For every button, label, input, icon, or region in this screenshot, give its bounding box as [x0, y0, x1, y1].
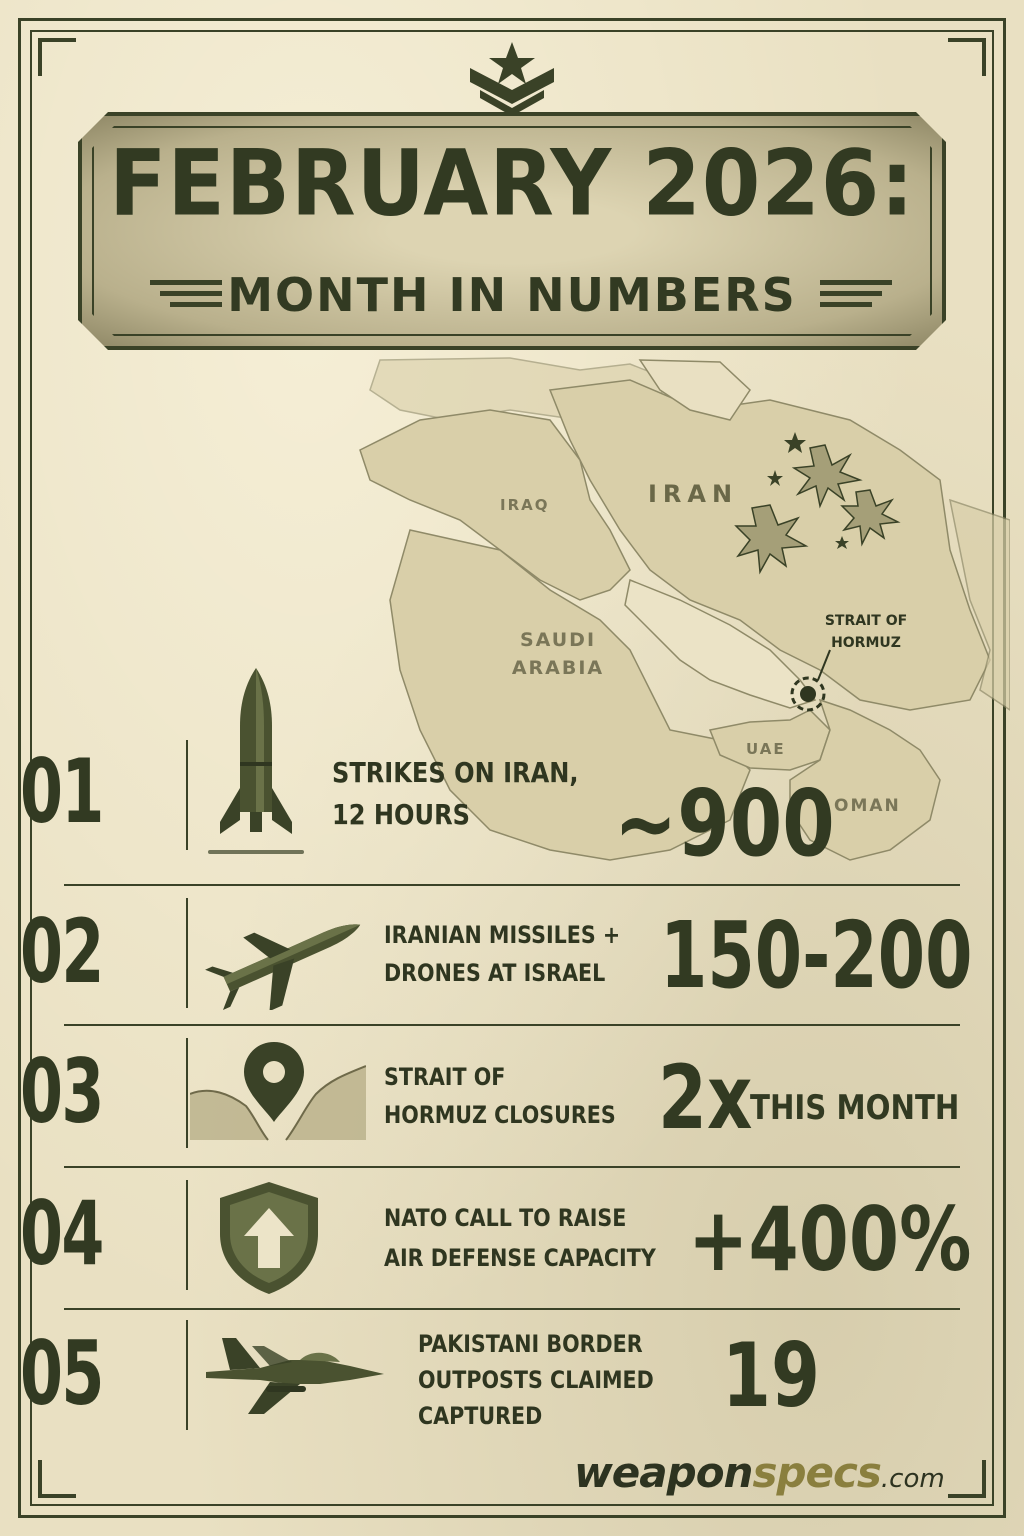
divider-04 [64, 1308, 960, 1310]
stat-number-05: 05 [20, 1322, 103, 1425]
stat-value-05: 19 [722, 1324, 820, 1427]
stat-description-01-line-2: 12 HOURS [332, 798, 470, 831]
stat-value-03: 2x [658, 1046, 753, 1149]
stat-number-01: 01 [20, 740, 103, 843]
divider-03 [64, 1166, 960, 1168]
stat-description-05-line-3: CAPTURED [418, 1402, 543, 1430]
map-label-iraq: IRAQ [500, 496, 550, 514]
stat-description-05-line-2: OUTPOSTS CLAIMED [418, 1366, 654, 1394]
map-label-iran: IRAN [648, 480, 739, 508]
star-chevron-insignia-icon [462, 38, 562, 116]
stat-description-02 [384, 916, 620, 992]
brand-part-weapon: weapon [574, 1448, 753, 1497]
brand-part-specs: specs [752, 1448, 881, 1497]
stat-description-04-line-2: AIR DEFENSE CAPACITY [384, 1244, 656, 1272]
footer-brand-logo [574, 1448, 945, 1497]
shield-arrow-up-icon [214, 1178, 324, 1298]
stat-description-02-line-2: DRONES AT ISRAEL [384, 959, 606, 987]
stat-separator-02 [186, 898, 188, 1008]
stat-value-03-suffix: THIS MONTH [750, 1088, 960, 1128]
stat-description-03-line-1: STRAIT OF [384, 1063, 506, 1091]
stat-number-04: 04 [20, 1182, 103, 1285]
fighter-jet-icon [200, 1330, 386, 1420]
stat-description-01-line-1: STRIKES ON IRAN, [332, 756, 579, 789]
stat-description-05-line-1: PAKISTANI BORDER [418, 1330, 643, 1358]
map-label-saudi-arabia: SAUDI ARABIA [511, 629, 605, 679]
stat-description-05 [418, 1326, 654, 1434]
map-label-uae: UAE [746, 740, 786, 758]
stat-description-02-line-1: IRANIAN MISSILES + [384, 921, 621, 949]
stat-value-02: 150-200 [660, 902, 973, 1009]
stat-separator-03 [186, 1038, 188, 1148]
page-title: FEBRUARY 2026: [109, 130, 915, 236]
corner-ornament-top-right [948, 38, 986, 76]
location-pin-strait-icon [190, 1036, 366, 1152]
stat-separator-01 [186, 740, 188, 850]
stat-description-04-line-1: NATO CALL TO RAISE [384, 1204, 627, 1232]
stat-description-03 [384, 1058, 616, 1134]
stat-number-02: 02 [20, 900, 103, 1003]
missile-icon [206, 662, 306, 862]
stat-value-01: ~900 [614, 770, 835, 877]
corner-ornament-bottom-left [38, 1460, 76, 1498]
brand-part-tld: .com [880, 1464, 945, 1494]
stat-value-04: +400% [688, 1188, 972, 1291]
page-subtitle: MONTH IN NUMBERS [227, 268, 797, 322]
map-label-strait-of-hormuz: STRAIT OF HORMUZ [824, 613, 908, 651]
divider-02 [64, 1024, 960, 1026]
cruise-missile-icon [200, 900, 370, 1010]
title-stripes-right [820, 280, 892, 320]
stat-number-03: 03 [20, 1040, 103, 1143]
corner-ornament-bottom-right [948, 1460, 986, 1498]
stat-description-01 [332, 752, 579, 836]
corner-ornament-top-left [38, 38, 76, 76]
stat-description-04 [384, 1198, 656, 1278]
stat-separator-05 [186, 1320, 188, 1430]
stat-separator-04 [186, 1180, 188, 1290]
divider-01 [64, 884, 960, 886]
map-label-oman: OMAN [834, 796, 901, 816]
stat-description-03-line-2: HORMUZ CLOSURES [384, 1101, 616, 1129]
